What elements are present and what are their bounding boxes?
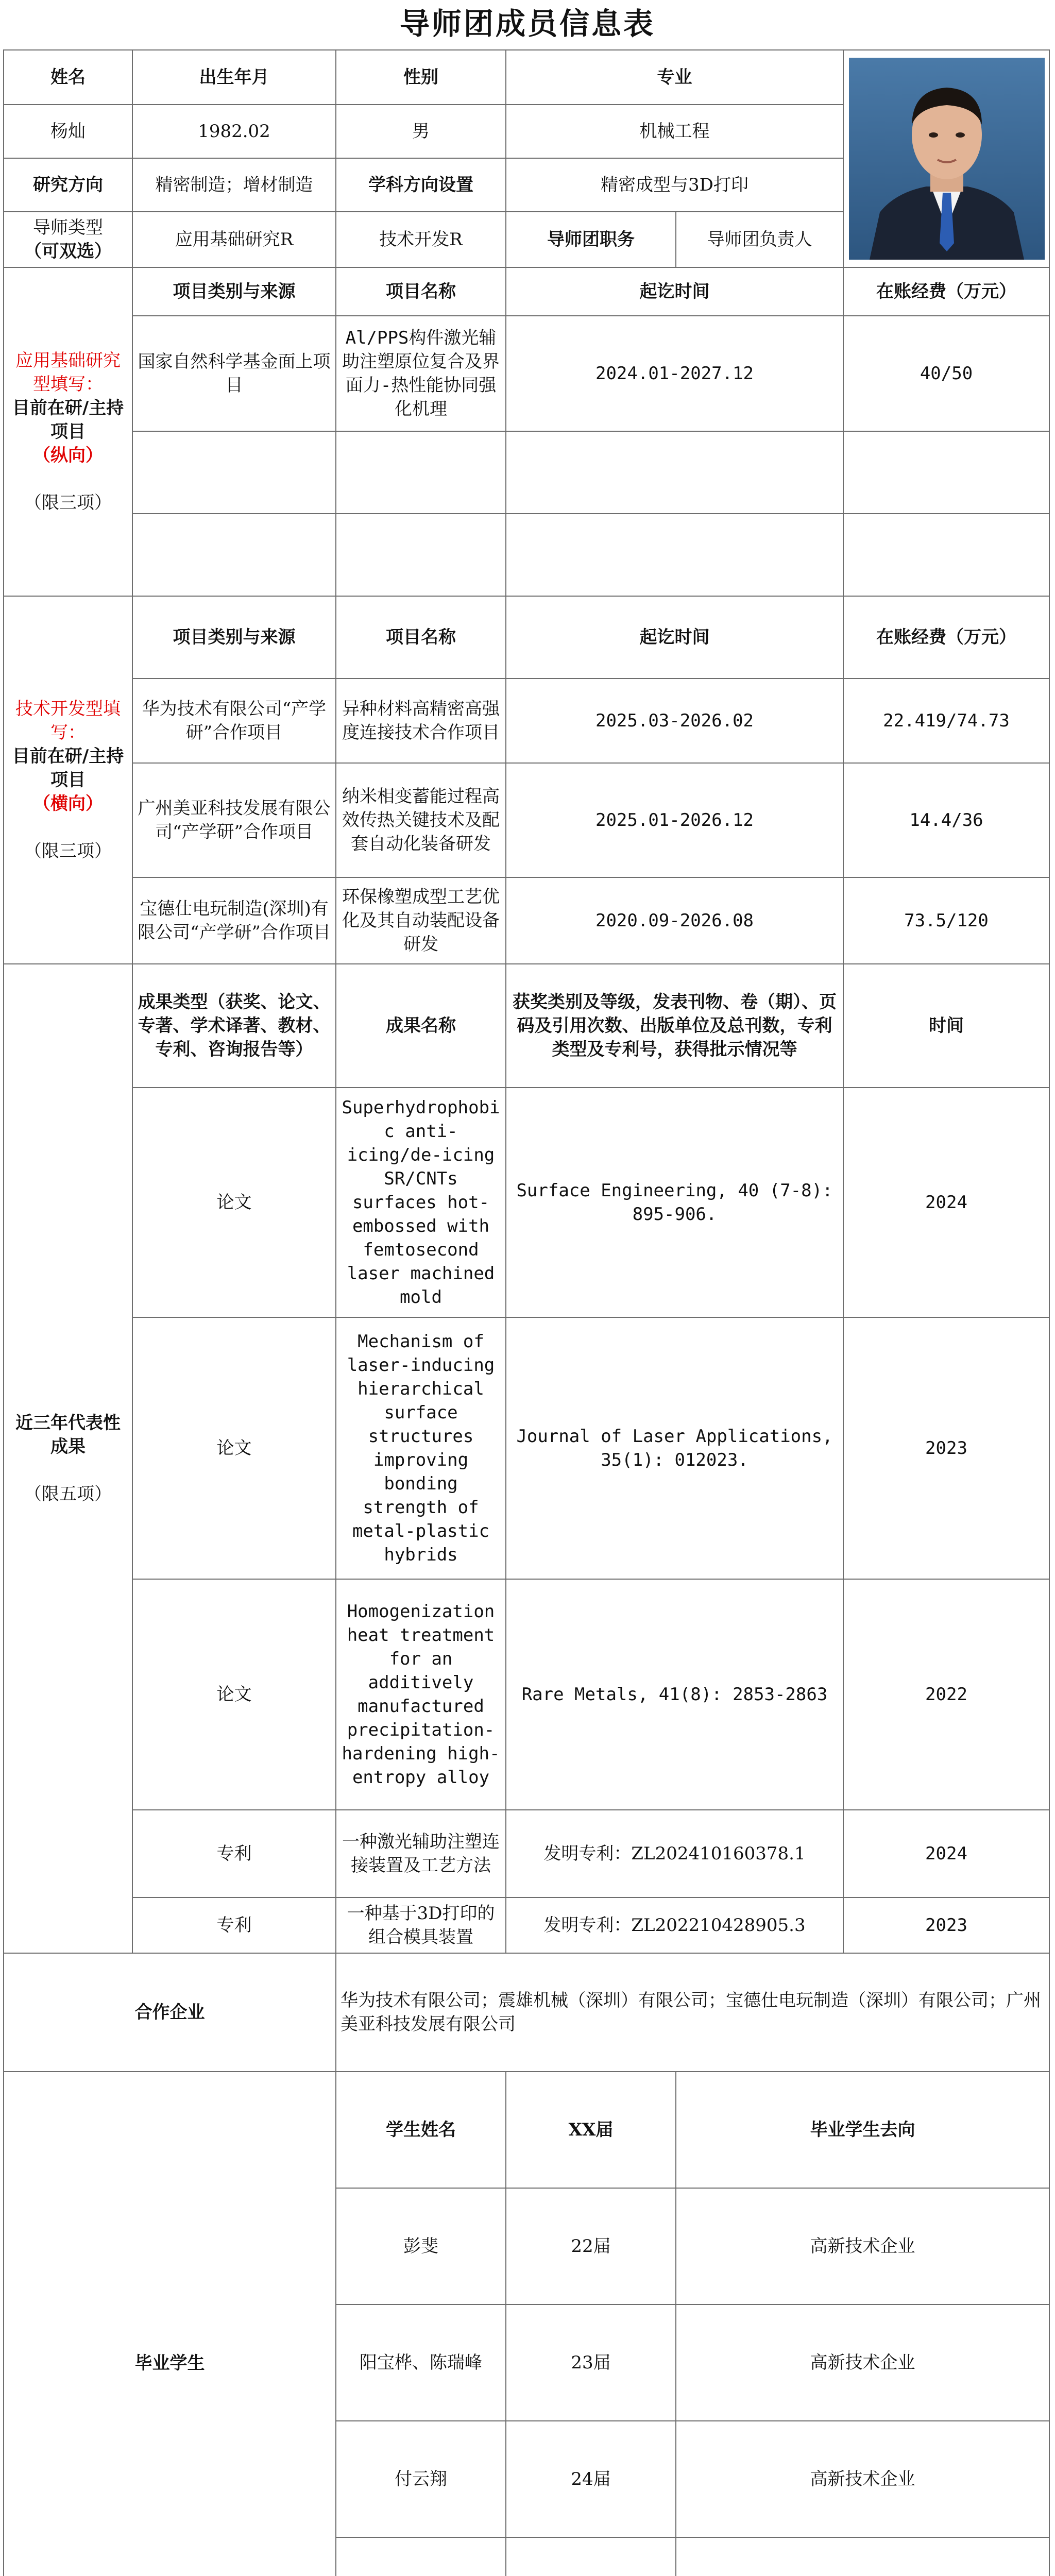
empty-cell (506, 431, 843, 514)
ach-detail: Rare Metals, 41(8): 2853-2863 (506, 1579, 843, 1810)
td-source: 广州美亚科技发展有限公司“产学研”合作项目 (132, 763, 336, 877)
name-header: 姓名 (4, 50, 132, 105)
ach-type: 专利 (132, 1897, 336, 1953)
basic-research-label (4, 267, 132, 596)
grad-name (336, 2537, 506, 2576)
td-name: 纳米相变蓄能过程高效传热关键技术及配套自动化装备研发 (336, 763, 506, 877)
ach-type: 论文 (132, 1088, 336, 1317)
br-source: 国家自然科学基金面上项目 (132, 316, 336, 431)
empty-cell (132, 514, 336, 596)
birth-value: 1982.02 (132, 105, 336, 158)
tech-dev-label (4, 596, 132, 964)
td-period: 2025.01-2026.12 (506, 763, 843, 877)
td-col-name: 项目名称 (336, 596, 506, 679)
ach-name: 一种激光辅助注塑连接装置及工艺方法 (336, 1810, 506, 1897)
ach-time: 2024 (843, 1088, 1049, 1317)
grad-dest: 高新技术企业 (676, 2304, 1049, 2421)
basic-research-projects: 目前在研/主持项目 (12, 398, 124, 442)
achievements-limit: （限五项） (24, 1484, 112, 1504)
name-value: 杨灿 (4, 105, 132, 158)
partners-label: 合作企业 (4, 1953, 336, 2072)
empty-cell (506, 514, 843, 596)
mentor-type-note: （可双选） (24, 241, 112, 262)
ach-col-detail: 获奖类别及等级，发表刊物、卷（期）、页码及引用次数、出版单位及总刊数，专利类型及专利号，获得批示情况等 (506, 964, 843, 1088)
table-row (4, 514, 1049, 596)
ach-name: 一种基于3D打印的组合模具装置 (336, 1897, 506, 1953)
ach-name: Mechanism of laser-inducing hierarchical surface structures improving bonding strength of metal-plastic hybrids (336, 1317, 506, 1579)
td-funding: 73.5/120 (843, 877, 1049, 964)
table-row (4, 763, 1049, 877)
td-period: 2020.09-2026.08 (506, 877, 843, 964)
ach-detail: 发明专利：ZL202410160378.1 (506, 1810, 843, 1897)
major-header: 专业 (506, 50, 843, 105)
grad-dest (676, 2537, 1049, 2576)
br-col-name: 项目名称 (336, 267, 506, 316)
mentor-type-header (4, 212, 132, 267)
grad-name: 付云翔 (336, 2421, 506, 2537)
ach-col-type: 成果类型（获奖、论文、专著、学术译著、教材、专利、咨询报告等） (132, 964, 336, 1088)
birth-header: 出生年月 (132, 50, 336, 105)
ach-name: Homogenization heat treatment for an additively manufactured precipitation-hardening high-entropy alloy (336, 1579, 506, 1810)
empty-cell (843, 431, 1049, 514)
ach-detail: 发明专利：ZL202210428905.3 (506, 1897, 843, 1953)
grad-name: 阳宝桦、陈瑞峰 (336, 2304, 506, 2421)
td-col-funding: 在账经费（万元） (843, 596, 1049, 679)
grad-year: 23届 (506, 2304, 676, 2421)
ach-type: 论文 (132, 1317, 336, 1579)
table-row (4, 679, 1049, 763)
ach-time: 2023 (843, 1897, 1049, 1953)
tech-dev-type: 技术开发型填写： (15, 699, 121, 743)
br-col-funding: 在账经费（万元） (843, 267, 1049, 316)
grad-name: 彭斐 (336, 2188, 506, 2304)
grad-col-dest: 毕业学生去向 (676, 2072, 1049, 2188)
gender-value: 男 (336, 105, 506, 158)
grad-year: 24届 (506, 2421, 676, 2537)
ach-detail: Surface Engineering, 40 (7-8): 895-906. (506, 1088, 843, 1317)
br-period: 2024.01-2027.12 (506, 316, 843, 431)
basic-research-limit: （限三项） (24, 493, 112, 513)
empty-cell (843, 514, 1049, 596)
tech-dev-direction: （横向） (33, 793, 103, 814)
ach-type: 论文 (132, 1579, 336, 1810)
direction-value: 精密制造；增材制造 (132, 158, 336, 212)
direction-header: 研究方向 (4, 158, 132, 212)
table-row (4, 316, 1049, 431)
td-source: 华为技术有限公司“产学研”合作项目 (132, 679, 336, 763)
td-source: 宝德仕电玩制造(深圳)有限公司“产学研”合作项目 (132, 877, 336, 964)
td-col-source: 项目类别与来源 (132, 596, 336, 679)
td-col-period: 起讫时间 (506, 596, 843, 679)
partners-value: 华为技术有限公司；震雄机械（深圳）有限公司；宝德仕电玩制造（深圳）有限公司；广州美亚科技发展有限公司 (336, 1953, 1049, 2072)
portrait-photo (849, 58, 1045, 260)
ach-name: Superhydrophobic anti-icing/de-icing SR/CNTs surfaces hot-embossed with femtosecond laser machined mold (336, 1088, 506, 1317)
table-row (4, 1579, 1049, 1810)
ach-time: 2024 (843, 1810, 1049, 1897)
empty-cell (336, 431, 506, 514)
table-row (4, 1317, 1049, 1579)
mentor-type-a: 应用基础研究R (132, 212, 336, 267)
br-name: Al/PPS构件激光辅助注塑原位复合及界面力-热性能协同强化机理 (336, 316, 506, 431)
table-row (4, 877, 1049, 964)
discipline-header: 学科方向设置 (336, 158, 506, 212)
grad-col-name: 学生姓名 (336, 2072, 506, 2188)
role-value: 导师团负责人 (676, 212, 843, 267)
table-row (4, 1088, 1049, 1317)
ach-type: 专利 (132, 1810, 336, 1897)
tech-dev-limit: （限三项） (24, 841, 112, 861)
achievements-label (4, 964, 132, 1953)
grad-year: 22届 (506, 2188, 676, 2304)
empty-cell (132, 431, 336, 514)
grad-dest: 高新技术企业 (676, 2188, 1049, 2304)
ach-col-time: 时间 (843, 964, 1049, 1088)
basic-research-direction: （纵向） (33, 445, 103, 466)
empty-cell (336, 514, 506, 596)
tech-dev-projects: 目前在研/主持项目 (12, 746, 124, 790)
td-funding: 14.4/36 (843, 763, 1049, 877)
table-row (4, 1897, 1049, 1953)
ach-col-name: 成果名称 (336, 964, 506, 1088)
ach-time: 2023 (843, 1317, 1049, 1579)
mentor-type-b: 技术开发R (336, 212, 506, 267)
mentor-type-label: 导师类型 (33, 217, 103, 238)
basic-research-type: 应用基础研究型填写： (15, 350, 121, 395)
grad-year (506, 2537, 676, 2576)
info-table (3, 49, 1050, 2576)
photo-cell (843, 50, 1049, 267)
br-col-period: 起讫时间 (506, 267, 843, 316)
td-period: 2025.03-2026.02 (506, 679, 843, 763)
ach-time: 2022 (843, 1579, 1049, 1810)
td-name: 环保橡塑成型工艺优化及其自动装配设备研发 (336, 877, 506, 964)
discipline-value: 精密成型与3D打印 (506, 158, 843, 212)
role-header: 导师团职务 (506, 212, 676, 267)
td-name: 异种材料高精密高强度连接技术合作项目 (336, 679, 506, 763)
td-funding: 22.419/74.73 (843, 679, 1049, 763)
achievements-title: 近三年代表性成果 (15, 1413, 121, 1457)
br-funding: 40/50 (843, 316, 1049, 431)
graduates-label: 毕业学生 (4, 2072, 336, 2576)
major-value: 机械工程 (506, 105, 843, 158)
page-title: 导师团成员信息表 (399, 6, 655, 41)
br-col-source: 项目类别与来源 (132, 267, 336, 316)
gender-header: 性别 (336, 50, 506, 105)
ach-detail: Journal of Laser Applications, 35(1): 012023. (506, 1317, 843, 1579)
table-row (4, 431, 1049, 514)
grad-dest: 高新技术企业 (676, 2421, 1049, 2537)
table-row (4, 1810, 1049, 1897)
grad-col-year: XX届 (506, 2072, 676, 2188)
